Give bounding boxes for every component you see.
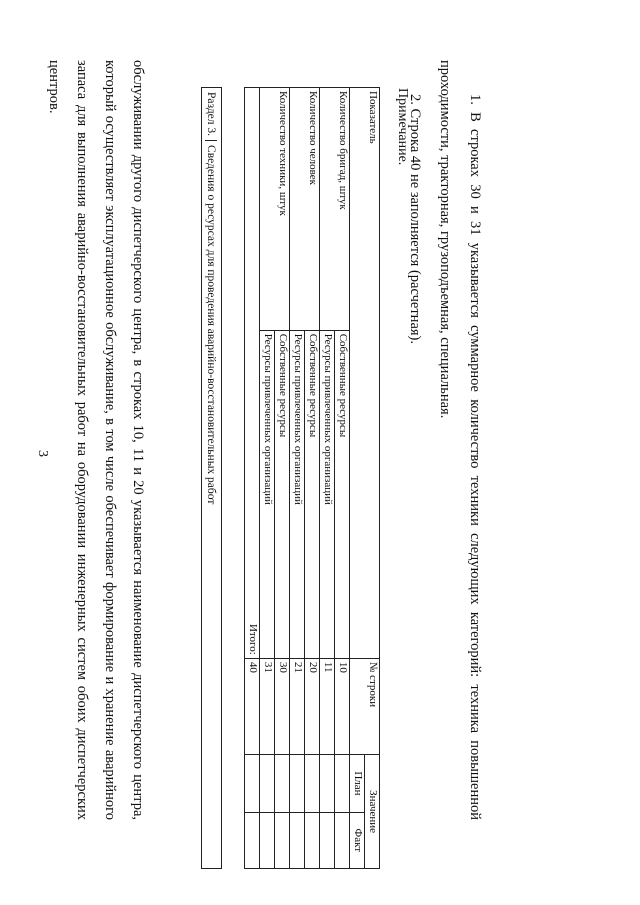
fact-cell xyxy=(305,812,320,868)
total-fact xyxy=(245,812,260,868)
row-no-cell: 20 xyxy=(305,658,320,754)
header-plan: План xyxy=(350,755,365,812)
table-row xyxy=(245,88,260,869)
resource-cell: Ресурсы привлеченных организаций xyxy=(260,330,275,658)
header-value: Значение xyxy=(365,755,380,869)
fact-cell xyxy=(290,812,305,868)
note-item-1: 1. В строках 30 и 31 указывается суммарное количество техники следующих категорий: техника повышенной проходимости, тракторная, грузоподъемная, специальная. xyxy=(437,60,483,820)
row-no-cell: 30 xyxy=(275,658,290,754)
fact-cell xyxy=(335,812,350,868)
intro-paragraph: обслуживании другого диспетчерского центра, в строках 10, 11 и 20 указывается наименование диспетчерского центра, который осуществляет эксплуатационное обслуживание, в том числе обеспечивает формирование и хранение аварийного запаса для выполнения аварийно-восстановительных работ на оборудовании инженерных систем обоих диспетчерских центров. xyxy=(46,60,146,820)
resources-table xyxy=(244,87,380,869)
plan-cell xyxy=(320,755,335,812)
plan-cell xyxy=(305,755,320,812)
section-number: Раздел 3. xyxy=(205,92,217,141)
table-row xyxy=(320,88,335,869)
fact-cell xyxy=(320,812,335,868)
fact-cell xyxy=(260,812,275,868)
row-no-cell: 11 xyxy=(320,658,335,754)
table-header-row xyxy=(350,88,365,869)
row-no-cell: 31 xyxy=(260,658,275,754)
header-row-no: № строки xyxy=(350,658,380,754)
row-no-cell: 21 xyxy=(290,658,305,754)
note-item-2: 2. Строка 40 не заполняется (расчетная). xyxy=(407,94,423,345)
total-plan xyxy=(245,755,260,812)
header-indicator: Показатель xyxy=(350,88,380,659)
note-heading: Примечание. xyxy=(395,88,410,166)
plan-cell xyxy=(275,755,290,812)
table-row xyxy=(290,88,305,869)
group-label: Количество бригад, штук xyxy=(320,88,350,331)
resource-cell: Собственные ресурсы xyxy=(275,330,290,658)
resource-cell: Ресурсы привлеченных организаций xyxy=(320,330,335,658)
page-number: 3 xyxy=(35,450,50,457)
table-row xyxy=(260,88,275,869)
section-title: Сведения о ресурсах для проведения аварийно-восстановительных работ xyxy=(205,145,217,505)
plan-cell xyxy=(335,755,350,812)
section-caption xyxy=(201,87,222,869)
resource-cell: Собственные ресурсы xyxy=(335,330,350,658)
total-row-no: 40 xyxy=(245,658,260,754)
plan-cell xyxy=(290,755,305,812)
resource-cell: Собственные ресурсы xyxy=(305,330,320,658)
fact-cell xyxy=(275,812,290,868)
header-fact: Факт xyxy=(350,812,365,868)
group-label: Количество человек xyxy=(290,88,320,331)
plan-cell xyxy=(260,755,275,812)
group-label: Количество техники, штук xyxy=(260,88,290,331)
row-no-cell: 10 xyxy=(335,658,350,754)
resource-cell: Ресурсы привлеченных организаций xyxy=(290,330,305,658)
total-label-cell: Итого: xyxy=(245,88,260,659)
note-list xyxy=(400,60,490,820)
